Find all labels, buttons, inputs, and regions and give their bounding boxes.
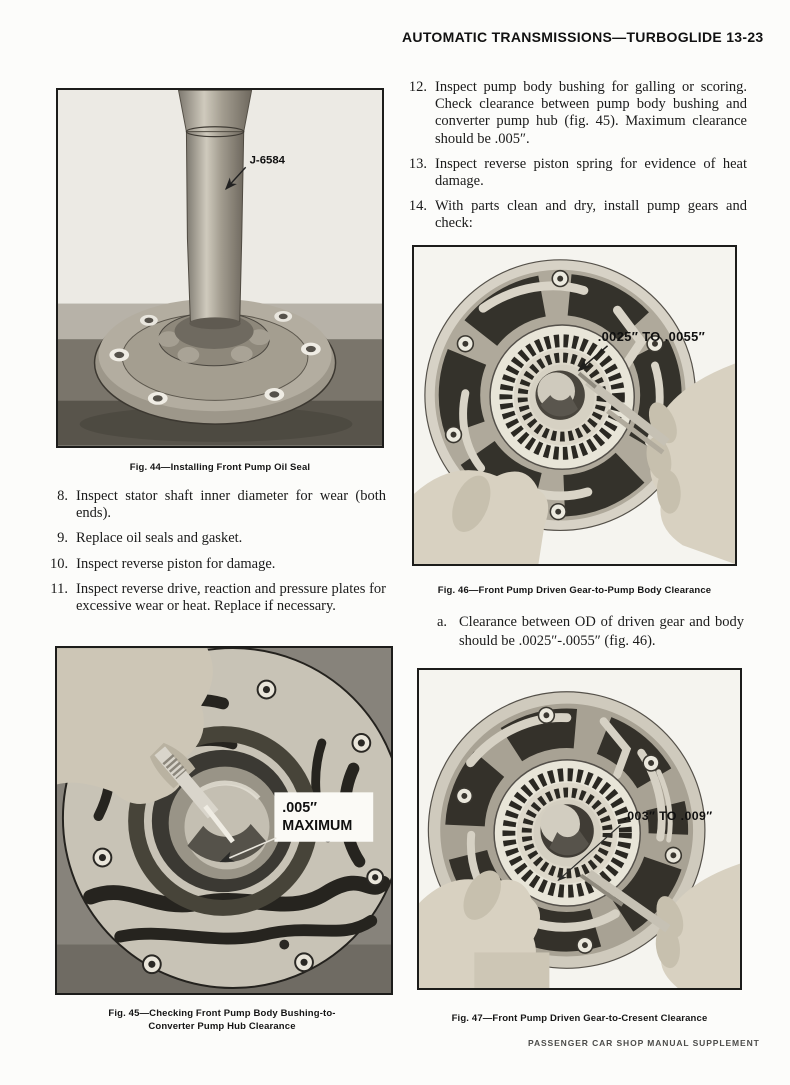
figure-45-caption: Fig. 45—Checking Front Pump Body Bushing-to-Converter Pump Hub Clearance	[108, 1008, 336, 1032]
clearance-callout-line1: .005″	[282, 800, 318, 817]
pump-bore-check-illustration	[57, 648, 391, 993]
page-footer: PASSENGER CAR SHOP MANUAL SUPPLEMENT	[528, 1038, 760, 1048]
list-item-9	[50, 530, 386, 547]
list-item-number: 9.	[57, 530, 68, 547]
figure-44-caption: Fig. 44—Installing Front Pump Oil Seal	[129, 462, 311, 473]
list-item-13	[403, 156, 747, 190]
left-column-list	[50, 488, 386, 623]
figure-47-caption: Fig. 47—Front Pump Driven Gear-to-Cresent Clearance	[451, 1013, 708, 1024]
clearance-callout-text: .0025″ TO .0055″	[597, 328, 706, 344]
figure-44-photo	[56, 88, 384, 448]
list-item-12	[403, 79, 747, 148]
gear-crescent-clearance-illustration	[419, 670, 740, 988]
list-item-11	[50, 581, 386, 615]
list-item-text: Inspect reverse drive, reaction and pressure plates for excessive wear or heat. Replace if necessary.	[76, 580, 386, 615]
figure-47-photo	[417, 668, 742, 990]
list-item-text: Replace oil seals and gasket.	[76, 530, 243, 547]
list-item-text: Inspect pump body bushing for galling or scoring. Check clearance between pump body bushing and converter pump hub (fig. 45). Maximum clearance should be .005″.	[435, 79, 747, 147]
list-item-number: 10.	[50, 555, 69, 572]
list-item-number: 12.	[408, 79, 427, 95]
list-item-number: 14.	[408, 198, 427, 215]
page-header: AUTOMATIC TRANSMISSIONS—TURBOGLIDE 13-23	[402, 29, 764, 45]
oil-seal-installer-illustration	[58, 90, 382, 446]
left-hand-illustration	[414, 470, 548, 564]
list-item-number: 8.	[57, 488, 68, 504]
right-column-list	[403, 79, 747, 241]
sub-item-letter: a.	[437, 614, 448, 630]
figure-46-photo	[412, 245, 737, 566]
figure-46-caption: Fig. 46—Front Pump Driven Gear-to-Pump Body Clearance	[437, 585, 712, 596]
clearance-callout-text: .003″ TO .009″	[623, 809, 713, 824]
figure-45-photo	[55, 646, 393, 995]
pump-gear-clearance-illustration	[414, 247, 735, 564]
list-item-text: Inspect stator shaft inner diameter for wear (both ends).	[76, 488, 386, 522]
list-item-14	[403, 198, 747, 232]
list-item-10	[50, 556, 386, 573]
sub-item-a	[437, 613, 744, 651]
clearance-callout-line2: MAXIMUM	[282, 817, 353, 834]
list-item-8	[50, 488, 386, 522]
list-item-text: Inspect reverse piston spring for evidence of heat damage.	[435, 155, 747, 190]
sub-item-text: Clearance between OD of driven gear and body should be .0025″-.0055″ (fig. 46).	[459, 614, 744, 649]
list-item-number: 11.	[50, 580, 68, 597]
list-item-text: With parts clean and dry, install pump gears and check:	[435, 198, 747, 232]
list-item-text: Inspect reverse piston for damage.	[76, 555, 276, 572]
list-item-number: 13.	[408, 155, 427, 172]
seal-installer-tool	[179, 90, 252, 329]
tool-number-callout: J-6584	[249, 154, 285, 167]
